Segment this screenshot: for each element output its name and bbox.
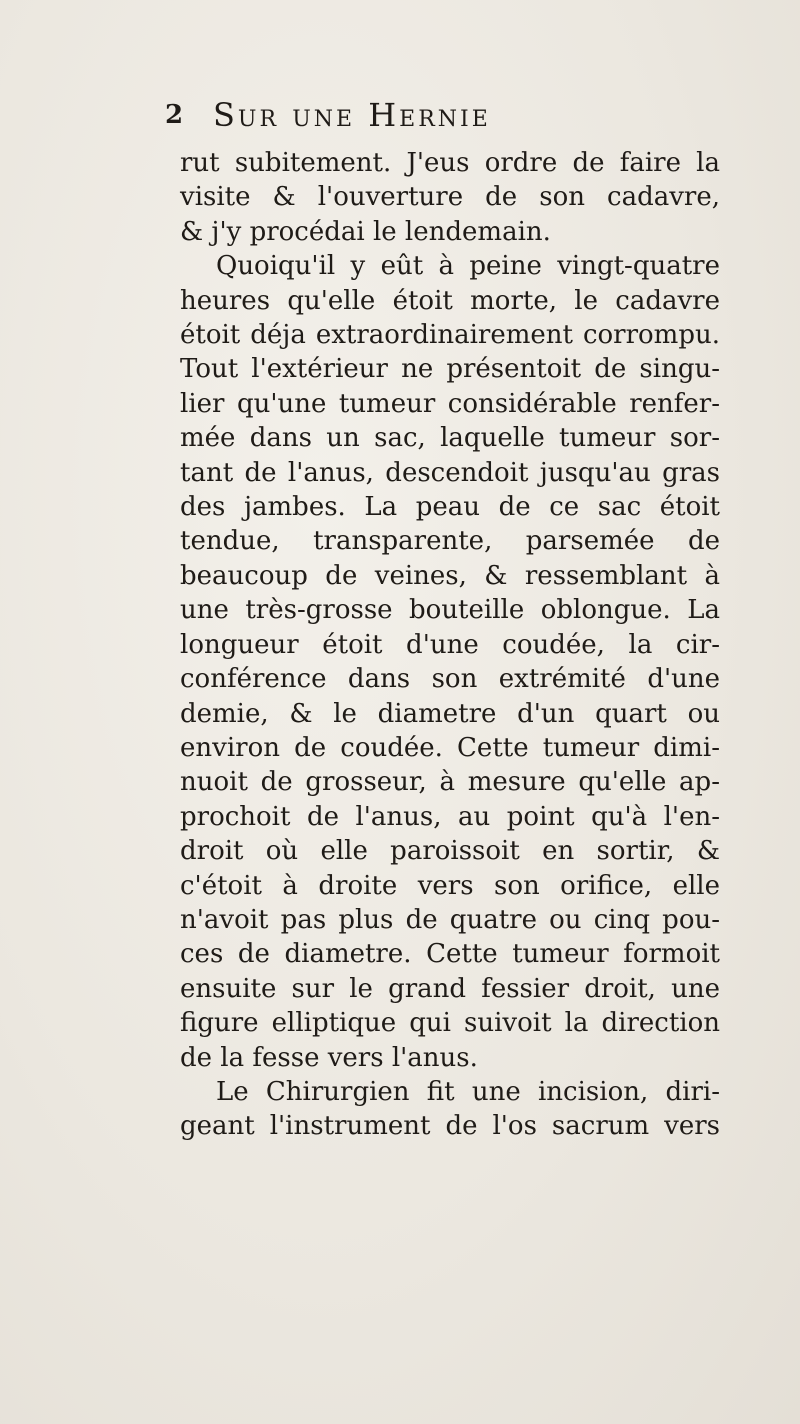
text-line: figure elliptique qui suivoit la direction xyxy=(180,1008,720,1039)
text-line: tant de l'anus, descendoit jusqu'au gras xyxy=(180,457,720,488)
text-line: beaucoup de veines, & ressemblant à xyxy=(180,560,720,591)
page-header xyxy=(165,96,725,140)
text-line: droit où elle paroissoit en sortir, & xyxy=(180,836,720,867)
text-line: ces de diametre. Cette tumeur formoit xyxy=(180,939,720,970)
running-title: Sur une Hernie xyxy=(213,96,491,134)
text-line: mée dans un sac, laquelle tumeur sor- xyxy=(180,423,720,454)
body-text xyxy=(180,146,720,1144)
text-line: une très-grosse bouteille oblongue. La xyxy=(180,595,720,626)
text-line: tendue, transparente, parsemée de xyxy=(180,526,720,557)
text-line: & j'y procédai le lendemain. xyxy=(180,216,551,247)
text-line: rut subitement. J'eus ordre de faire la xyxy=(180,148,720,178)
text-line: c'étoit à droite vers son orifice, elle xyxy=(180,870,720,901)
text-line: Le Chirurgien fit une incision, diri- xyxy=(216,1076,720,1107)
text-line: étoit déja extraordinairement corrompu. xyxy=(180,320,720,351)
text-line: de la fesse vers l'anus. xyxy=(180,1042,478,1073)
text-line: ensuite sur le grand fessier droit, une xyxy=(180,973,720,1004)
text-line: Tout l'extérieur ne présentoit de singu- xyxy=(180,354,720,385)
text-line: conférence dans son extrémité d'une xyxy=(180,664,720,695)
text-line: n'avoit pas plus de quatre ou cinq pou- xyxy=(180,904,720,935)
text-line: demie, & le diametre d'un quart ou xyxy=(180,698,720,729)
text-line: Quoiqu'il y eût à peine vingt-quatre xyxy=(216,251,720,282)
page-number: 2 xyxy=(165,100,184,130)
text-line: environ de coudée. Cette tumeur dimi- xyxy=(180,732,720,763)
text-line: des jambes. La peau de ce sac étoit xyxy=(180,492,720,523)
text-line: heures qu'elle étoit morte, le cadavre xyxy=(180,285,720,316)
text-line: visite & l'ouverture de son cadavre, xyxy=(180,182,720,213)
text-line: longueur étoit d'une coudée, la cir- xyxy=(180,629,720,660)
text-line: geant l'instrument de l'os sacrum vers xyxy=(180,1111,720,1142)
text-line: lier qu'une tumeur considérable renfer- xyxy=(180,388,720,419)
text-line: nuoit de grosseur, à mesure qu'elle ap- xyxy=(180,767,720,798)
text-line: prochoit de l'anus, au point qu'à l'en- xyxy=(180,801,720,832)
